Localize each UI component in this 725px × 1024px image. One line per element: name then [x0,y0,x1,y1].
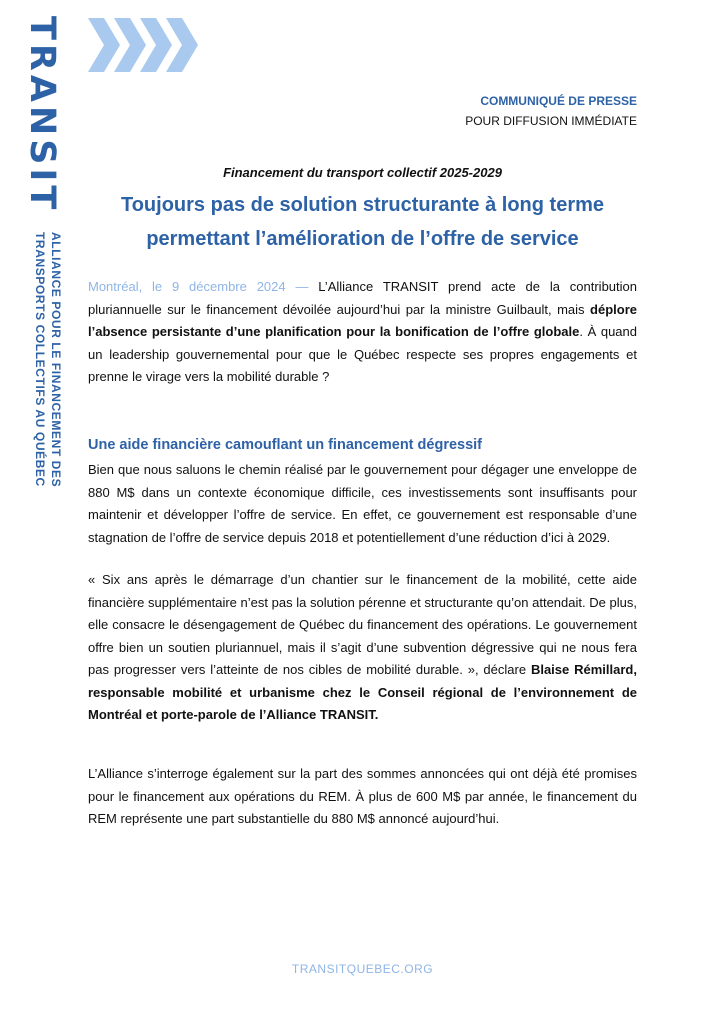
chevron-arrows-icon [88,18,200,72]
title-line2: permettant l’amélioration de l’offre de service [146,228,579,250]
quote-text: « Six ans après le démarrage d’un chantier sur le financement de la mobilité, cette aide financière supplémentaire n’est pas la solution pérenne et structurante qu’on attendait. De plus, elle consacre le désengagement de Québec du financement des opérations. Le gouvernement offre bien un soutien pluriannuel, mais il s’agit d’une subvention dégressive qui ne nous fera pas progresser vers l’atteinte de nos cibles de mobilité durable. », déclare [88,572,637,677]
brand-logo [22,16,62,216]
intro-bold: déplore l’absence persistante d’une planification pour la bonification de l’offre globale [88,301,637,339]
intro-text-a: L’Alliance TRANSIT prend acte de la contribution pluriannuelle sur le financement dévoilée aujourd’hui par la ministre Guilbault, mais [88,279,637,317]
title-line1: Toujours pas de solution structurante à long terme [120,194,605,216]
brand-name: TRANSIT [22,16,62,214]
intro-paragraph [88,276,637,389]
section-paragraph: Bien que nous saluons le chemin réalisé par le gouvernement pour dégager une enveloppe de 880 M$ dans un contexte économique difficile, ces investissements sont insuffisants pour maintenir et développer l’offre de service. En effet, ce gouvernement est responsable d’une stagnation de l’offre de service depuis 2018 et potentiellement d’une réduction d’ici à 2029. [88,462,637,545]
dateline: Montréal, le 9 décembre 2024 — [88,279,309,294]
page-title [60,188,665,256]
intro-text-b: . À quand un leadership gouvernemental pour que le Québec respecte ses propres engagements et prenne le virage vers la mobilité durable ? [88,324,637,384]
press-release-label: COMMUNIQUÉ DE PRESSE [480,94,637,108]
release-header [465,91,637,131]
brand-subtitle [28,232,64,502]
quote-paragraph [88,569,637,727]
footer-url[interactable]: TRANSITQUEBEC.ORG [291,962,434,976]
kicker: Financement du transport collectif 2025-2029 [223,165,502,180]
closing-paragraph: L’Alliance s’interroge également sur la part des sommes annoncées qui ont déjà été promises pour le financement aux opérations du REM. À plus de 600 M$ par année, le financement du REM représente une part substantielle du 880 M$ annoncé aujourd’hui. [88,766,637,826]
quote-speaker: Blaise Rémillard, responsable mobilité et urbanisme chez le Conseil régional de l’environnement de Montréal et porte-parole de l’Alliance TRANSIT. [88,662,637,722]
section-heading: Une aide financière camouflant un financement dégressif [88,437,483,453]
brand-subtitle-line2: TRANSPORTS COLLECTIFS AU QUÉBEC [33,232,47,487]
brand-subtitle-line1: ALLIANCE POUR LE FINANCEMENT DES [49,232,63,488]
immediate-release-label: POUR DIFFUSION IMMÉDIATE [465,114,637,128]
